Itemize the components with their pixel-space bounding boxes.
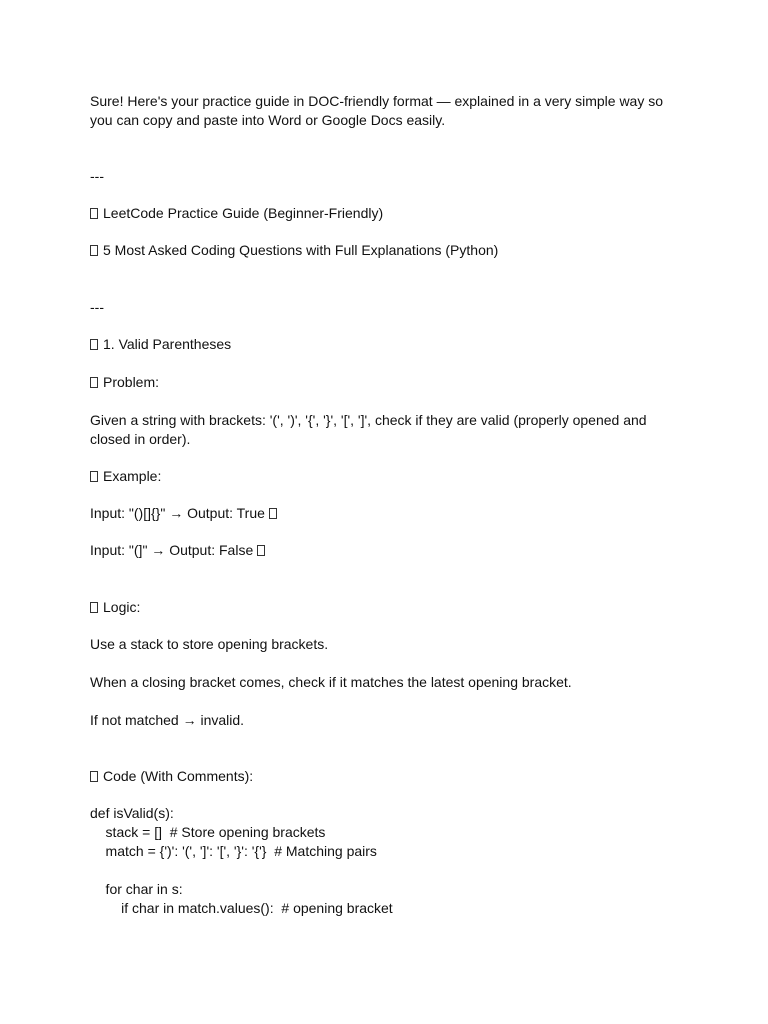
example-label-text: Example: — [103, 468, 162, 484]
intro-line-1: Sure! Here's your practice guide in DOC-friendly format — explained in a very simple way so — [90, 93, 664, 109]
missing-glyph-icon — [90, 471, 98, 482]
missing-glyph-icon — [90, 377, 98, 388]
problem-label — [90, 373, 159, 392]
code-label-text: Code (With Comments): — [103, 768, 254, 784]
logic-2: When a closing bracket comes, check if it matches the latest opening bracket. — [90, 674, 572, 690]
code-line: if char in match.values(): # opening bracket — [90, 900, 393, 916]
missing-glyph-icon — [90, 602, 98, 613]
problem-line-1: Given a string with brackets: '(', ')', '{', '}', '[', ']', check if they are valid (properly opened and — [90, 412, 647, 428]
code-label — [90, 767, 253, 786]
example-2 — [90, 541, 265, 560]
guide-subtitle — [90, 241, 498, 260]
guide-subtitle-text: 5 Most Asked Coding Questions with Full Explanations (Python) — [103, 242, 499, 258]
example-1-text: Input: "()[]{}" → Output: True — [90, 505, 265, 521]
problem-label-text: Problem: — [103, 374, 160, 390]
intro-line-2: you can copy and paste into Word or Google Docs easily. — [90, 112, 446, 128]
guide-title — [90, 204, 383, 223]
guide-title-text: LeetCode Practice Guide (Beginner-Friendly) — [103, 205, 384, 221]
missing-glyph-icon — [257, 545, 265, 556]
example-1 — [90, 504, 277, 523]
logic-3: If not matched → invalid. — [90, 712, 245, 728]
separator-2: --- — [90, 299, 104, 315]
logic-1: Use a stack to store opening brackets. — [90, 636, 329, 652]
code-line: stack = [] # Store opening brackets — [90, 824, 326, 840]
code-line: for char in s: — [90, 881, 183, 897]
missing-glyph-icon — [90, 771, 98, 782]
problem-line-2: closed in order). — [90, 431, 191, 447]
example-2-text: Input: "(]" → Output: False — [90, 542, 254, 558]
logic-label — [90, 598, 140, 617]
question-heading-text: 1. Valid Parentheses — [103, 336, 232, 352]
question-heading — [90, 335, 231, 354]
missing-glyph-icon — [90, 339, 98, 350]
missing-glyph-icon — [90, 245, 98, 256]
logic-label-text: Logic: — [103, 599, 141, 615]
missing-glyph-icon — [90, 208, 98, 219]
example-label — [90, 467, 161, 486]
missing-glyph-icon — [269, 508, 277, 519]
code-line: match = {')': '(', ']': '[', '}': '{'} # Matching pairs — [90, 843, 377, 859]
code-line: def isValid(s): — [90, 805, 174, 821]
separator-1: --- — [90, 168, 104, 184]
